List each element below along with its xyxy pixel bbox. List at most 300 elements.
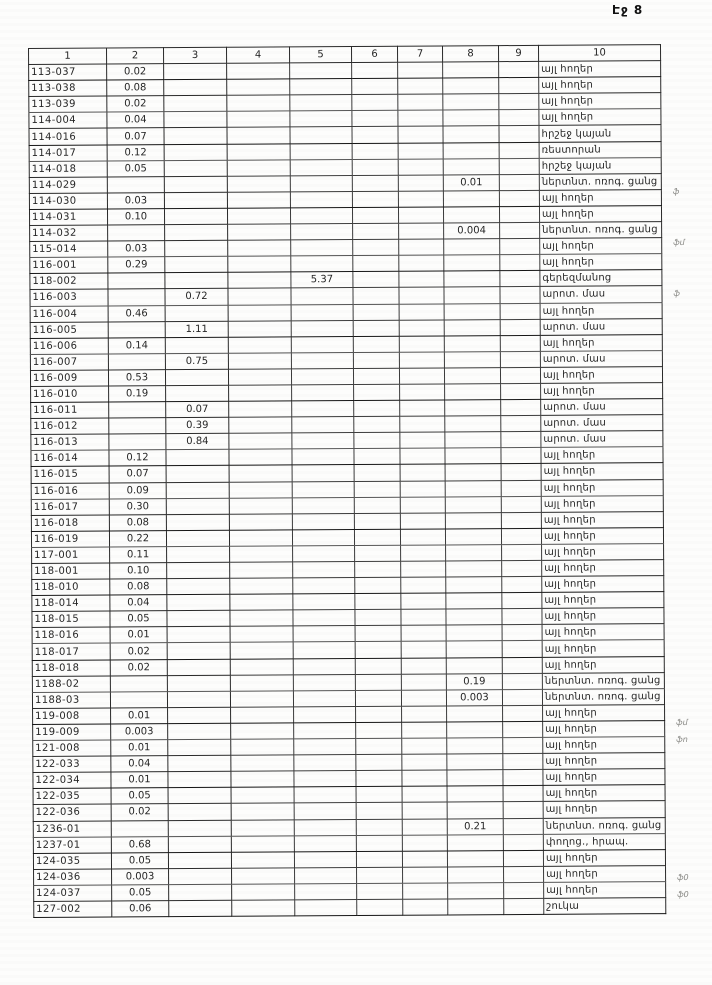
empty-cell-col4 — [227, 79, 290, 95]
land-use-cell: այլ հողեր — [542, 592, 664, 609]
value-cell-col8 — [444, 319, 500, 335]
value-cell-col2 — [109, 434, 166, 450]
value-cell-col5 — [291, 256, 353, 272]
empty-cell-col6 — [354, 416, 400, 432]
value-cell-col2: 0.01 — [110, 627, 167, 643]
value-cell-col2 — [111, 820, 168, 836]
value-cell-col3 — [164, 79, 227, 95]
value-cell-col5 — [290, 207, 352, 223]
column-header-3: 3 — [164, 47, 227, 63]
parcel-id-cell: 122-033 — [33, 756, 111, 773]
empty-cell-col6 — [355, 626, 401, 642]
value-cell-col2 — [110, 675, 167, 691]
value-cell-col8 — [445, 480, 501, 496]
empty-cell-col9 — [503, 802, 543, 818]
empty-cell-col9 — [503, 770, 543, 786]
parcel-id-cell: 124-037 — [34, 885, 112, 902]
value-cell-col8 — [445, 416, 501, 432]
value-cell-col8: 0.19 — [446, 673, 502, 689]
empty-cell-col9 — [500, 239, 540, 255]
empty-cell-col6 — [354, 465, 400, 481]
value-cell-col3 — [166, 498, 229, 514]
empty-cell-col9 — [501, 512, 541, 528]
value-cell-col8 — [446, 593, 502, 609]
value-cell-col8 — [446, 625, 502, 641]
value-cell-col3 — [169, 900, 232, 916]
value-cell-col5 — [291, 288, 353, 304]
empty-cell-col9 — [501, 416, 541, 432]
value-cell-col3: 0.07 — [166, 401, 229, 417]
empty-cell-col4 — [229, 465, 292, 481]
land-use-cell: այլ հողեր — [539, 189, 661, 206]
parcel-id-cell: 1237-01 — [33, 837, 111, 854]
land-use-cell: արոտ. մաս — [540, 350, 662, 367]
parcel-id-cell: 124-036 — [34, 869, 112, 886]
land-use-cell: ռեստորան — [539, 141, 661, 158]
parcel-id-cell: 116-005 — [30, 322, 108, 339]
empty-cell-col9 — [503, 721, 543, 737]
value-cell-col3: 0.84 — [166, 434, 229, 450]
empty-cell-col7 — [400, 416, 445, 432]
empty-cell-col6 — [356, 851, 402, 867]
land-use-cell: այլ հողեր — [540, 238, 662, 255]
empty-cell-col6 — [355, 610, 401, 626]
land-use-cell: այլ հողեր — [541, 511, 663, 528]
value-cell-col8 — [444, 287, 500, 303]
land-use-cell: ներտնտ. ոռոգ. ցանց — [539, 173, 661, 190]
land-use-cell: այլ հողեր — [541, 479, 663, 496]
empty-cell-col7 — [402, 770, 447, 786]
empty-cell-col4 — [229, 498, 292, 514]
empty-cell-col6 — [357, 899, 403, 915]
value-cell-col8 — [445, 400, 501, 416]
empty-cell-col6 — [355, 674, 401, 690]
parcel-id-cell: 1236-01 — [33, 821, 111, 838]
value-cell-col3 — [167, 594, 230, 610]
empty-cell-col7 — [402, 835, 447, 851]
value-cell-col5 — [293, 674, 355, 690]
value-cell-col8 — [446, 561, 502, 577]
empty-cell-col4 — [227, 176, 290, 192]
value-cell-col3 — [166, 466, 229, 482]
value-cell-col8 — [444, 367, 500, 383]
value-cell-col3 — [164, 144, 227, 160]
value-cell-col2: 0.05 — [111, 852, 168, 868]
empty-cell-col7 — [401, 561, 446, 577]
value-cell-col3 — [164, 160, 227, 176]
column-header-8: 8 — [442, 46, 498, 62]
land-use-cell: արոտ. մաս — [540, 286, 662, 303]
column-header-9: 9 — [498, 45, 538, 61]
empty-cell-col6 — [354, 432, 400, 448]
empty-cell-col6 — [352, 62, 398, 78]
value-cell-col3 — [166, 530, 229, 546]
value-cell-col8 — [443, 78, 499, 94]
empty-cell-col4 — [230, 546, 293, 562]
empty-cell-col7 — [401, 625, 446, 641]
empty-cell-col9 — [501, 464, 541, 480]
empty-cell-col6 — [356, 706, 402, 722]
value-cell-col8 — [447, 770, 503, 786]
parcel-id-cell: 122-035 — [33, 788, 111, 805]
value-cell-col2: 0.05 — [110, 611, 167, 627]
margin-note: ֆմ — [676, 718, 688, 728]
empty-cell-col6 — [355, 658, 401, 674]
value-cell-col2: 0.03 — [107, 193, 164, 209]
value-cell-col2: 0.12 — [107, 144, 164, 160]
empty-cell-col6 — [353, 368, 399, 384]
empty-cell-col7 — [402, 738, 447, 754]
value-cell-col5 — [294, 819, 356, 835]
value-cell-col2: 0.08 — [109, 514, 166, 530]
empty-cell-col4 — [228, 240, 291, 256]
value-cell-col2: 0.05 — [107, 160, 164, 176]
empty-cell-col4 — [231, 787, 294, 803]
empty-cell-col7 — [400, 480, 445, 496]
parcel-id-cell: 114-018 — [29, 161, 107, 178]
empty-cell-col4 — [227, 95, 290, 111]
value-cell-col3 — [164, 112, 227, 128]
empty-cell-col7 — [403, 883, 448, 899]
land-use-cell: այլ հողեր — [543, 785, 665, 802]
empty-cell-col4 — [231, 707, 294, 723]
value-cell-col8 — [447, 802, 503, 818]
value-cell-col5 — [292, 417, 354, 433]
empty-cell-col4 — [230, 642, 293, 658]
value-cell-col5 — [292, 529, 354, 545]
value-cell-col2: 0.11 — [110, 547, 167, 563]
land-use-cell: այլ հողեր — [539, 109, 661, 126]
empty-cell-col4 — [231, 852, 294, 868]
empty-cell-col7 — [400, 448, 445, 464]
value-cell-col5 — [294, 803, 356, 819]
empty-cell-col4 — [227, 192, 290, 208]
empty-cell-col9 — [502, 657, 542, 673]
parcel-id-cell: 116-004 — [30, 306, 108, 323]
empty-cell-col7 — [402, 818, 447, 834]
value-cell-col8 — [447, 722, 503, 738]
value-cell-col5: 5.37 — [291, 272, 353, 288]
value-cell-col5 — [295, 899, 357, 915]
value-cell-col3 — [167, 675, 230, 691]
parcel-id-cell: 116-014 — [31, 450, 109, 467]
value-cell-col3 — [166, 514, 229, 530]
empty-cell-col6 — [352, 127, 398, 143]
value-cell-col5 — [291, 320, 353, 336]
value-cell-col2: 0.30 — [109, 498, 166, 514]
parcel-id-cell: 118-002 — [30, 273, 108, 290]
empty-cell-col4 — [231, 723, 294, 739]
empty-cell-col6 — [353, 320, 399, 336]
empty-cell-col7 — [398, 143, 443, 159]
value-cell-col3 — [168, 820, 231, 836]
value-cell-col3 — [168, 755, 231, 771]
parcel-id-cell: 114-016 — [29, 128, 107, 145]
empty-cell-col7 — [400, 497, 445, 513]
value-cell-col2: 0.01 — [111, 708, 168, 724]
value-cell-col2: 0.003 — [111, 724, 168, 740]
margin-note: ֆ — [673, 289, 680, 299]
value-cell-col2: 0.02 — [107, 96, 164, 112]
value-cell-col5 — [292, 497, 354, 513]
empty-cell-col6 — [353, 272, 399, 288]
empty-cell-col4 — [229, 449, 292, 465]
empty-cell-col7 — [398, 62, 443, 78]
value-cell-col5 — [294, 787, 356, 803]
empty-cell-col9 — [502, 641, 542, 657]
empty-cell-col9 — [502, 609, 542, 625]
value-cell-col3 — [168, 804, 231, 820]
land-use-cell: ներտնտ. ոռոգ. ցանց — [542, 672, 664, 689]
parcel-id-cell: 121-008 — [33, 740, 111, 757]
value-cell-col3 — [168, 771, 231, 787]
value-cell-col5 — [290, 63, 352, 79]
value-cell-col2: 0.04 — [107, 112, 164, 128]
land-use-cell: այլ հողեր — [542, 640, 664, 657]
land-use-cell: այլ հողեր — [543, 737, 665, 754]
parcel-id-cell: 116-017 — [31, 499, 109, 516]
value-cell-col5 — [291, 224, 353, 240]
parcel-id-cell: 113-037 — [29, 64, 107, 81]
value-cell-col5 — [292, 401, 354, 417]
empty-cell-col4 — [228, 272, 291, 288]
empty-cell-col9 — [503, 786, 543, 802]
table-row — [34, 898, 666, 918]
value-cell-col8 — [445, 432, 501, 448]
value-cell-col8 — [445, 464, 501, 480]
land-use-cell: այլ հողեր — [544, 865, 666, 882]
value-cell-col3: 0.39 — [166, 417, 229, 433]
margin-note: ֆմ — [673, 237, 685, 248]
empty-cell-col7 — [401, 658, 446, 674]
value-cell-col3 — [168, 739, 231, 755]
value-cell-col2 — [108, 353, 165, 369]
land-use-cell: այլ հողեր — [541, 495, 663, 512]
empty-cell-col4 — [227, 160, 290, 176]
land-use-cell: արոտ. մաս — [541, 399, 663, 416]
value-cell-col5 — [292, 513, 354, 529]
parcel-id-cell: 118-001 — [32, 563, 110, 580]
value-cell-col5 — [291, 368, 353, 384]
value-cell-col5 — [290, 79, 352, 95]
value-cell-col8 — [443, 207, 499, 223]
value-cell-col3 — [169, 884, 232, 900]
empty-cell-col4 — [230, 658, 293, 674]
empty-cell-col7 — [402, 802, 447, 818]
value-cell-col5 — [295, 883, 357, 899]
empty-cell-col7 — [402, 786, 447, 802]
value-cell-col5 — [292, 481, 354, 497]
parcel-id-cell: 114-017 — [29, 145, 107, 162]
empty-cell-col6 — [357, 867, 403, 883]
value-cell-col8 — [443, 190, 499, 206]
empty-cell-col9 — [501, 383, 541, 399]
value-cell-col2: 0.07 — [109, 466, 166, 482]
value-cell-col3 — [165, 337, 228, 353]
empty-cell-col7 — [398, 110, 443, 126]
empty-cell-col4 — [228, 224, 291, 240]
empty-cell-col4 — [230, 578, 293, 594]
land-use-cell: ներտնտ. ոռոգ. ցանց — [543, 817, 665, 834]
value-cell-col3 — [165, 240, 228, 256]
column-header-10: 10 — [538, 45, 660, 62]
value-cell-col3 — [165, 305, 228, 321]
parcel-id-cell: 118-010 — [32, 579, 110, 596]
land-use-cell: այլ հողեր — [543, 849, 665, 866]
value-cell-col2: 0.10 — [107, 209, 164, 225]
empty-cell-col7 — [401, 641, 446, 657]
empty-cell-col9 — [502, 625, 542, 641]
parcel-id-cell: 114-032 — [30, 225, 108, 242]
value-cell-col8 — [447, 786, 503, 802]
empty-cell-col6 — [357, 883, 403, 899]
value-cell-col5 — [294, 835, 356, 851]
empty-cell-col7 — [400, 384, 445, 400]
parcel-id-cell: 127-002 — [34, 901, 112, 918]
parcel-id-cell: 119-009 — [33, 724, 111, 741]
empty-cell-col4 — [230, 691, 293, 707]
value-cell-col5 — [293, 690, 355, 706]
value-cell-col3 — [164, 96, 227, 112]
parcel-id-cell: 116-012 — [31, 418, 109, 435]
parcel-id-cell: 116-010 — [31, 386, 109, 403]
value-cell-col8 — [444, 335, 500, 351]
value-cell-col2: 0.68 — [111, 836, 168, 852]
value-cell-col2: 0.04 — [110, 595, 167, 611]
empty-cell-col6 — [353, 255, 399, 271]
empty-cell-col6 — [352, 111, 398, 127]
value-cell-col2 — [108, 321, 165, 337]
empty-cell-col7 — [401, 609, 446, 625]
empty-cell-col9 — [500, 271, 540, 287]
value-cell-col8 — [448, 866, 504, 882]
empty-cell-col6 — [352, 78, 398, 94]
column-header-4: 4 — [226, 47, 289, 63]
value-cell-col2 — [108, 273, 165, 289]
column-header-7: 7 — [397, 46, 442, 62]
parcel-id-cell: 124-035 — [33, 853, 111, 870]
empty-cell-col6 — [356, 803, 402, 819]
value-cell-col3 — [168, 723, 231, 739]
land-use-cell: այլ հողեր — [541, 383, 663, 400]
value-cell-col2: 0.05 — [112, 885, 169, 901]
value-cell-col3 — [164, 63, 227, 79]
empty-cell-col6 — [354, 529, 400, 545]
empty-cell-col9 — [499, 206, 539, 222]
empty-cell-col4 — [229, 433, 292, 449]
parcel-id-cell: 115-014 — [30, 241, 108, 258]
empty-cell-col4 — [228, 337, 291, 353]
land-use-cell: այլ հողեր — [542, 608, 664, 625]
empty-cell-col4 — [227, 208, 290, 224]
empty-cell-col6 — [354, 497, 400, 513]
empty-cell-col6 — [354, 513, 400, 529]
empty-cell-col9 — [501, 432, 541, 448]
parcel-id-cell: 114-029 — [29, 177, 107, 194]
empty-cell-col9 — [500, 287, 540, 303]
land-use-cell: այլ հողեր — [541, 527, 663, 544]
value-cell-col3: 0.75 — [165, 353, 228, 369]
empty-cell-col4 — [229, 385, 292, 401]
parcel-id-cell: 116-016 — [31, 483, 109, 500]
value-cell-col8 — [447, 754, 503, 770]
empty-cell-col9 — [500, 222, 540, 238]
land-use-cell: այլ հողեր — [539, 77, 661, 94]
empty-cell-col4 — [232, 884, 295, 900]
value-cell-col8 — [444, 303, 500, 319]
empty-cell-col7 — [398, 126, 443, 142]
empty-cell-col6 — [356, 770, 402, 786]
empty-cell-col7 — [399, 336, 444, 352]
value-cell-col8 — [443, 110, 499, 126]
empty-cell-col4 — [229, 417, 292, 433]
value-cell-col3 — [167, 611, 230, 627]
parcel-id-cell: 114-004 — [29, 112, 107, 129]
parcel-id-cell: 122-034 — [33, 772, 111, 789]
value-cell-col3 — [168, 852, 231, 868]
value-cell-col3 — [167, 691, 230, 707]
column-header-1: 1 — [29, 48, 107, 65]
empty-cell-col4 — [230, 675, 293, 691]
value-cell-col3 — [164, 176, 227, 192]
value-cell-col3: 0.72 — [165, 289, 228, 305]
empty-cell-col4 — [230, 610, 293, 626]
empty-cell-col4 — [231, 819, 294, 835]
empty-cell-col9 — [503, 737, 543, 753]
value-cell-col5 — [291, 304, 353, 320]
land-parcel-table — [28, 44, 666, 918]
empty-cell-col9 — [500, 335, 540, 351]
page-number: Էջ 8 — [612, 3, 644, 17]
value-cell-col2: 0.53 — [108, 370, 165, 386]
empty-cell-col4 — [227, 143, 290, 159]
value-cell-col3 — [168, 788, 231, 804]
empty-cell-col9 — [499, 190, 539, 206]
empty-cell-col4 — [231, 739, 294, 755]
empty-cell-col9 — [501, 480, 541, 496]
empty-cell-col6 — [356, 754, 402, 770]
value-cell-col5 — [290, 143, 352, 159]
value-cell-col2: 0.19 — [109, 386, 166, 402]
margin-note: ֆ0 — [677, 872, 689, 882]
empty-cell-col6 — [356, 819, 402, 835]
value-cell-col3 — [167, 659, 230, 675]
value-cell-col5 — [290, 175, 352, 191]
value-cell-col2: 0.08 — [110, 579, 167, 595]
empty-cell-col6 — [352, 143, 398, 159]
land-use-cell: այլ հողեր — [542, 544, 664, 561]
value-cell-col2: 0.22 — [109, 530, 166, 546]
empty-cell-col9 — [502, 673, 542, 689]
value-cell-col3 — [167, 627, 230, 643]
empty-cell-col6 — [352, 191, 398, 207]
value-cell-col8: 0.21 — [447, 818, 503, 834]
land-use-cell: այլ հողեր — [539, 93, 661, 110]
empty-cell-col9 — [504, 898, 544, 914]
empty-cell-col9 — [499, 158, 539, 174]
value-cell-col2: 0.14 — [108, 337, 165, 353]
parcel-id-cell: 116-019 — [31, 531, 109, 548]
empty-cell-col6 — [354, 384, 400, 400]
empty-cell-col7 — [401, 593, 446, 609]
value-cell-col8: 0.003 — [446, 689, 502, 705]
parcel-id-cell: 118-014 — [32, 595, 110, 612]
empty-cell-col9 — [499, 78, 539, 94]
parcel-id-cell: 114-031 — [29, 209, 107, 226]
empty-cell-col6 — [356, 722, 402, 738]
empty-cell-col9 — [499, 61, 539, 77]
parcel-id-cell: 1188-02 — [32, 676, 110, 693]
